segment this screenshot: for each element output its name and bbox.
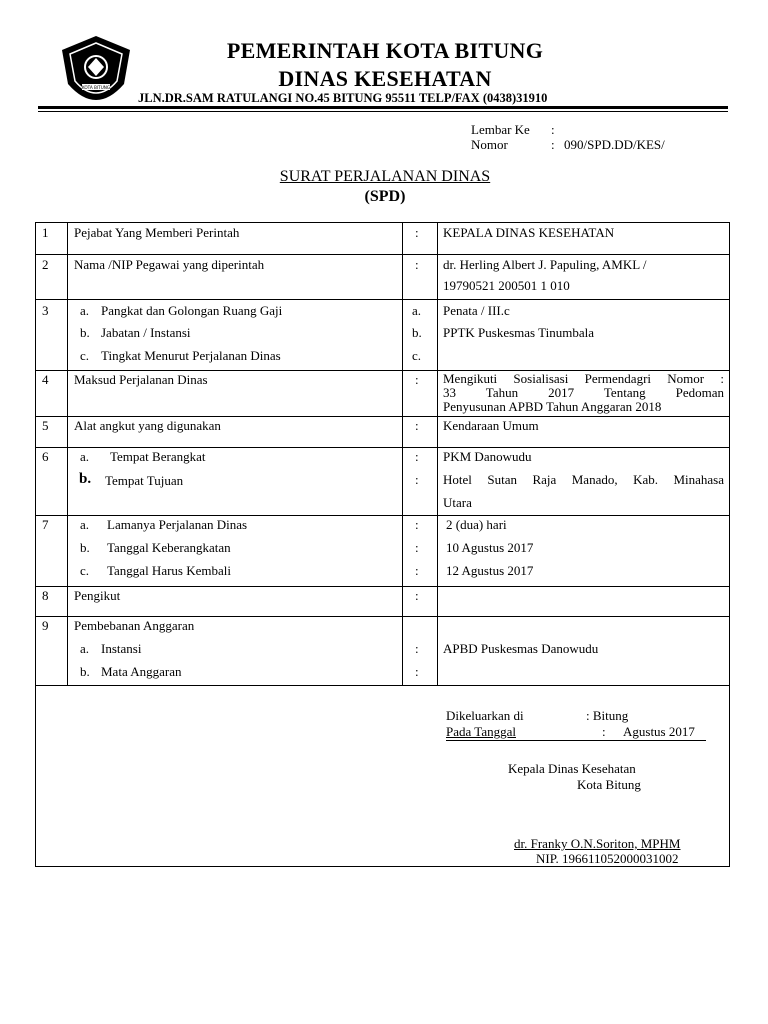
issued-date-label: Pada Tanggal	[446, 724, 516, 739]
row-label: Pejabat Yang Memberi Perintah	[74, 225, 240, 240]
header-rule-thick	[38, 106, 728, 109]
row-label: Pengikut	[74, 588, 121, 603]
row-value: Hotel Sutan Raja Manado, Kab. Minahasa	[443, 472, 724, 487]
row-divider	[36, 254, 729, 255]
item-label: Pangkat dan Golongan Ruang Gaji	[101, 303, 283, 318]
row-number: 1	[42, 225, 49, 240]
row-value: APBD Puskesmas Danowudu	[443, 641, 599, 656]
row-number: 3	[42, 303, 49, 318]
row-colon: :	[415, 540, 419, 555]
row-label: Alat angkut yang digunakan	[74, 418, 221, 433]
item-mark: b.	[412, 325, 422, 340]
issued-at-label: Dikeluarkan di	[446, 708, 524, 723]
item-label: Mata Anggaran	[101, 664, 182, 679]
header-address: JLN.DR.SAM RATULANGI NO.45 BITUNG 95511 TELP/FAX (0438)31910	[138, 91, 548, 105]
row-value: Penyusunan APBD Tahun Anggaran 2018	[443, 399, 662, 414]
lembar-label: Lembar Ke	[471, 122, 530, 137]
row-colon: :	[415, 664, 419, 679]
row-colon: :	[415, 517, 419, 532]
nomor-label: Nomor	[471, 137, 508, 152]
city-logo	[58, 34, 134, 102]
item-mark: b.	[79, 471, 92, 487]
item-label: Tempat Tujuan	[105, 473, 184, 488]
row-colon: :	[415, 225, 419, 240]
item-mark: c.	[412, 348, 422, 363]
row-colon: :	[415, 257, 419, 272]
document-subtitle: (SPD)	[364, 188, 406, 205]
row-value: PKM Danowudu	[443, 449, 532, 464]
nomor-value: 090/SPD.DD/KES/	[564, 137, 665, 152]
nomor-colon: :	[551, 137, 555, 152]
issued-date-colon: :	[602, 724, 606, 739]
row-colon: :	[415, 588, 419, 603]
item-mark: c.	[80, 348, 90, 363]
svg-text:KOTA BITUNG: KOTA BITUNG	[81, 85, 111, 90]
item-mark: a.	[412, 303, 422, 318]
row-value: PPTK Puskesmas Tinumbala	[443, 325, 594, 340]
row-number: 7	[42, 517, 49, 532]
issued-at-value: : Bitung	[586, 708, 629, 723]
row-value: Penata / III.c	[443, 303, 510, 318]
row-number: 5	[42, 418, 49, 433]
item-label: Lamanya Perjalanan Dinas	[107, 517, 248, 532]
signer-position: Kepala Dinas Kesehatan	[508, 761, 636, 776]
signer-nip: NIP. 196611052000031002	[536, 851, 679, 866]
row-colon: :	[415, 472, 419, 487]
header-rule-thin	[38, 111, 728, 112]
row-divider	[36, 447, 729, 448]
row-value: Kendaraan Umum	[443, 418, 539, 433]
header-department: DINAS KESEHATAN	[278, 66, 492, 91]
item-label: Tanggal Harus Kembali	[107, 563, 231, 578]
row-number: 2	[42, 257, 49, 272]
item-label: Tanggal Keberangkatan	[107, 540, 231, 555]
row-label: Pembebanan Anggaran	[74, 618, 195, 633]
row-label: Nama /NIP Pegawai yang diperintah	[74, 257, 265, 272]
row-value: KEPALA DINAS KESEHATAN	[443, 225, 615, 240]
row-colon: :	[415, 563, 419, 578]
signer-city: Kota Bitung	[577, 777, 641, 792]
row-value: dr. Herling Albert J. Papuling, AMKL /	[443, 257, 647, 272]
spd-table	[35, 222, 730, 867]
row-divider	[36, 685, 729, 686]
item-label: Tempat Berangkat	[110, 449, 206, 464]
header-government: PEMERINTAH KOTA BITUNG	[226, 38, 544, 63]
item-mark: a.	[80, 449, 90, 464]
item-mark: b.	[80, 540, 90, 555]
item-mark: b.	[80, 325, 90, 340]
item-mark: b.	[80, 664, 90, 679]
row-value: 12 Agustus 2017	[446, 563, 534, 578]
row-value: 33 Tahun 2017 Tentang Pedoman	[443, 385, 724, 400]
item-mark: c.	[80, 563, 90, 578]
row-divider	[36, 416, 729, 417]
row-colon: :	[415, 449, 419, 464]
item-label: Jabatan / Instansi	[101, 325, 191, 340]
row-value: 10 Agustus 2017	[446, 540, 534, 555]
row-value: Utara	[443, 495, 472, 510]
item-mark: a.	[80, 517, 90, 532]
document-title: SURAT PERJALANAN DINAS	[279, 168, 491, 185]
item-mark: a.	[80, 303, 90, 318]
row-colon: :	[415, 418, 419, 433]
row-number: 4	[42, 372, 49, 387]
row-number: 9	[42, 618, 49, 633]
row-divider	[36, 299, 729, 300]
item-mark: a.	[80, 641, 90, 656]
row-colon: :	[415, 641, 419, 656]
row-number: 6	[42, 449, 49, 464]
row-divider	[36, 616, 729, 617]
row-colon: :	[415, 372, 419, 387]
row-label: Maksud Perjalanan Dinas	[74, 372, 208, 387]
row-divider	[36, 586, 729, 587]
issued-date-value: Agustus 2017	[623, 724, 695, 739]
row-value: Mengikuti Sosialisasi Permendagri Nomor :	[443, 371, 724, 386]
row-divider	[36, 515, 729, 516]
row-value: 19790521 200501 1 010	[443, 278, 570, 293]
row-value: 2 (dua) hari	[446, 517, 507, 532]
signer-name: dr. Franky O.N.Soriton, MPHM	[514, 836, 681, 851]
item-label: Tingkat Menurut Perjalanan Dinas	[101, 348, 281, 363]
item-label: Instansi	[101, 641, 142, 656]
row-number: 8	[42, 588, 49, 603]
lembar-colon: :	[551, 122, 555, 137]
